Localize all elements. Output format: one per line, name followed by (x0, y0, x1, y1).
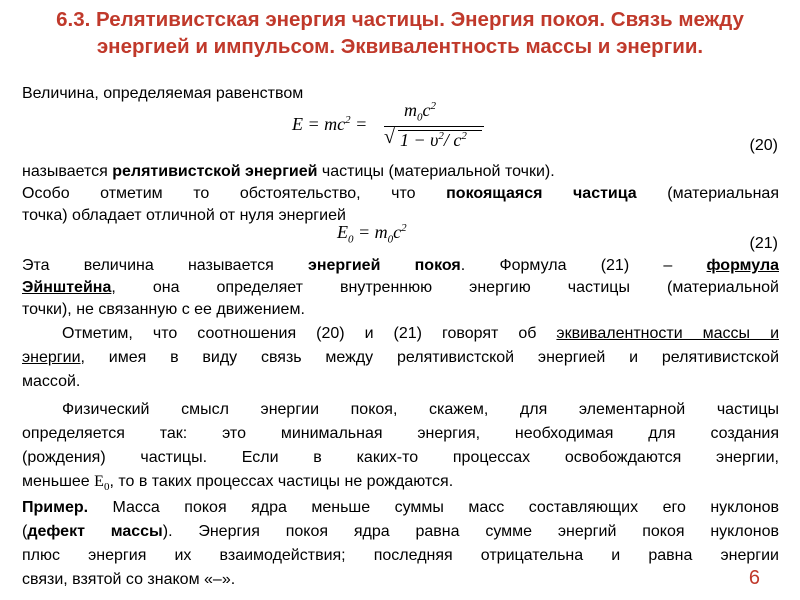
p1-bold-term: релятивистской энергией (112, 163, 318, 180)
formula-20-num-c: c (422, 100, 431, 120)
paragraph-4-line-1: Отметим, что соотношения (20) и (21) говорят об эквивалентности массы и (62, 325, 779, 342)
paragraph-3-line-3: точки), не связанную с ее движением. (22, 301, 305, 318)
paragraph-6-line-2: (дефект массы). Энергия покоя ядра равна сумме энергий покоя нуклонов (22, 523, 779, 540)
sqrt-sign: √ (384, 126, 395, 148)
paragraph-2-line-2: точка) обладает отличной от нуля энергией (22, 207, 346, 224)
formula-20-den2: / c (443, 130, 462, 150)
p2-bold-term: покоящаяся частица (446, 185, 637, 202)
paragraph-5-line-2: определяется так: это минимальная энергия, необходимая для создания (22, 425, 779, 442)
formula-20-lhs: E = mc (292, 114, 346, 134)
fraction-bar (384, 126, 484, 127)
page-number: 6 (748, 567, 760, 589)
formula-20-num: m (404, 100, 417, 120)
paragraph-6-line-4: связи, взятой со знаком «–». (22, 571, 236, 588)
title-line-2: энергией и импульсом. Эквивалентность массы и энергии. (96, 35, 704, 58)
paragraph-5-line-4: меньшее $E_0$, то в таких процессах частицы не рождаются. (22, 473, 454, 494)
formula-20-num-sub: 0 (417, 111, 423, 124)
paragraph-5-line-3: (рождения) частицы. Если в каких-то процессах освобождаются энергии, (22, 449, 779, 466)
p1-text-a: называется (22, 163, 113, 180)
p1-text-c: частицы (материальной точки). (317, 163, 555, 180)
title-line-1: 6.3. Релятивистская энергия частицы. Энергия покоя. Связь между (56, 8, 744, 31)
formula-20-den: 1 − υ (400, 130, 439, 150)
formula-20-eq: = (350, 114, 368, 134)
paragraph-1 (22, 162, 779, 182)
paragraph-4-line-2: энергии, имея в виду связь между релятивистской энергией и релятивистской (22, 349, 779, 366)
formula-20: $E = mc^2$ = $m_0c^2$ √ $1 - \upsilon^2/$ $c^2$ (292, 100, 492, 150)
slide-title (20, 6, 780, 60)
paragraph-3-line-2: Эйнштейна, она определяет внутреннюю энергию частицы (материальной (22, 279, 779, 296)
paragraph-6-line-3: плюс энергия их взаимодействия; последняя отрицательна и равна энергии (22, 547, 779, 564)
paragraph-3-line-1: Эта величина называется энергией покоя. Формула (21) – формула (22, 257, 779, 274)
intro-text: Величина, определяемая равенством (22, 85, 304, 102)
paragraph-4-line-3: массой. (22, 373, 81, 390)
paragraph-2-line-1: Особо отметим то обстоятельство, что покоящаяся частица (материальная (22, 185, 779, 202)
formula-21: $E_0 = m_0c^2$ (337, 222, 407, 246)
paragraph-6-line-1: Пример. Масса покоя ядра меньше суммы масс составляющих его нуклонов (22, 499, 779, 516)
paragraph-5-line-1: Физический смысл энергии покоя, скажем, для элементарной частицы (62, 401, 779, 418)
equation-number-21: (21) (749, 235, 778, 252)
equation-number-20: (20) (749, 137, 778, 154)
